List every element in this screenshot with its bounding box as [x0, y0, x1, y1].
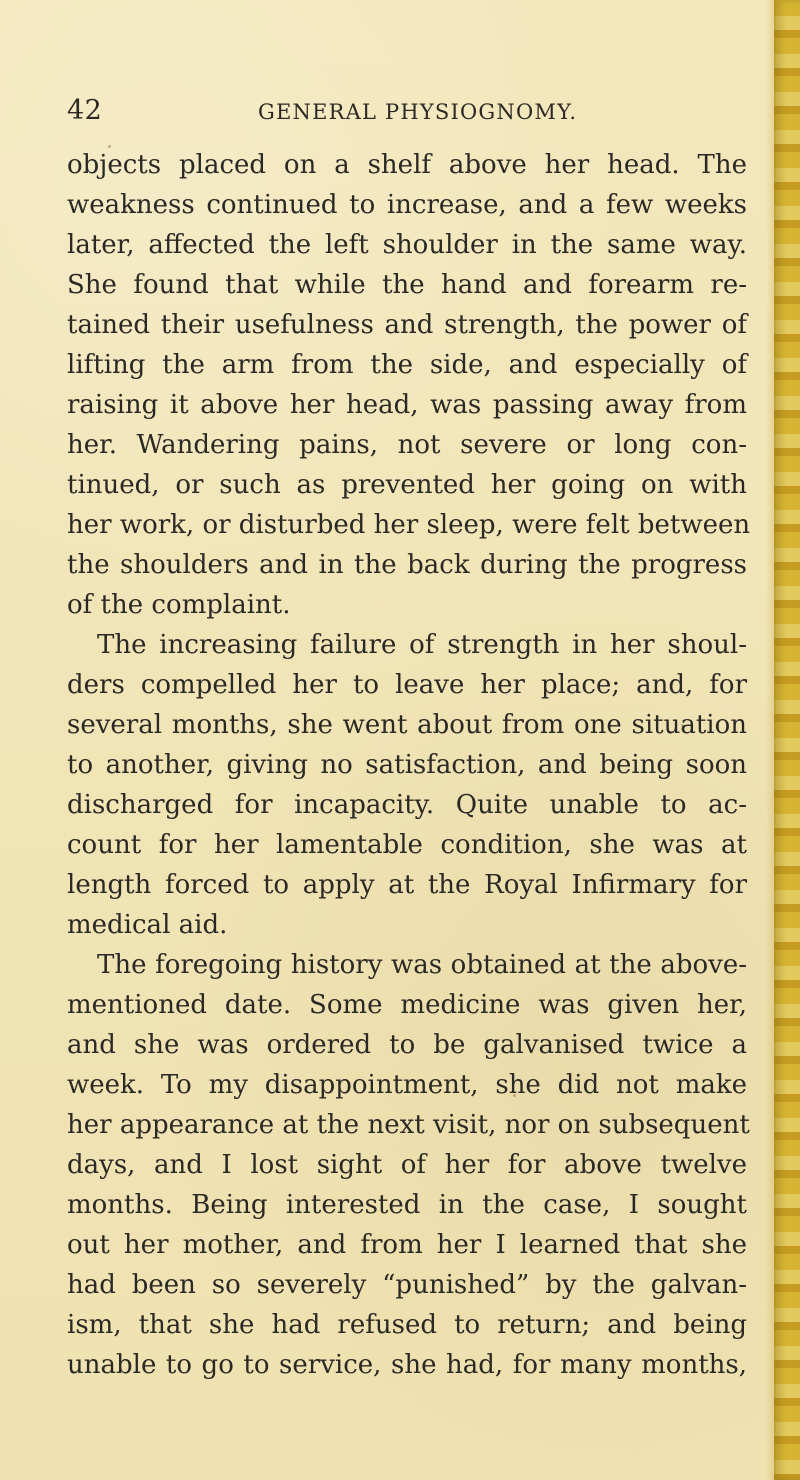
- text-line: later, affected the left shoulder in the same way.: [67, 230, 747, 260]
- text-line: lifting the arm from the side, and especially of: [67, 350, 747, 380]
- text-line: her work, or disturbed her sleep, were felt between: [67, 510, 751, 540]
- text-line: tinued, or such as prevented her going on with: [67, 470, 747, 500]
- text-line: of the complaint.: [67, 590, 291, 620]
- text-line: objects placed on a shelf above her head. The: [67, 150, 747, 180]
- text-line: days, and I lost sight of her for above twelve: [67, 1150, 747, 1180]
- text-line: weakness continued to increase, and a few weeks: [67, 190, 747, 220]
- text-line: several months, she went about from one situation: [67, 710, 747, 740]
- text-line: discharged for incapacity. Quite unable to ac-: [67, 790, 747, 820]
- text-line: out her mother, and from her I learned that she: [67, 1230, 747, 1260]
- page-header: [67, 95, 747, 135]
- text-line: medical aid.: [67, 910, 228, 940]
- text-line: ism, that she had refused to return; and being: [67, 1310, 747, 1340]
- text-line: had been so severely “punished” by the galvan-: [67, 1270, 747, 1300]
- text-line: She found that while the hand and forearm re-: [67, 270, 747, 300]
- text-line: count for her lamentable condition, she was at: [67, 830, 747, 860]
- running-head: GENERAL PHYSIOGNOMY.: [258, 100, 578, 124]
- text-line: ders compelled her to leave her place; and, for: [67, 670, 747, 700]
- page-edge: [774, 0, 800, 1480]
- text-line: week. To my disappointment, she did not make: [67, 1070, 747, 1100]
- text-line: to another, giving no satisfaction, and being soon: [67, 750, 747, 780]
- body-text: [67, 145, 751, 1405]
- text-line: her. Wandering pains, not severe or long con-: [67, 430, 747, 460]
- paragraph-first-line: The foregoing history was obtained at the above-: [97, 950, 747, 980]
- text-line: the shoulders and in the back during the progress: [67, 550, 747, 580]
- page-number: 42: [67, 95, 103, 126]
- text-line: and she was ordered to be galvanised twice a: [67, 1030, 747, 1060]
- paragraph-first-line: The increasing failure of strength in her shoul-: [97, 630, 747, 660]
- text-line: months. Being interested in the case, I sought: [67, 1190, 747, 1220]
- text-line: raising it above her head, was passing away from: [67, 390, 747, 420]
- text-line: length forced to apply at the Royal Infirmary for: [67, 870, 747, 900]
- text-line: unable to go to service, she had, for many months,: [67, 1350, 747, 1380]
- text-line: mentioned date. Some medicine was given her,: [67, 990, 747, 1020]
- text-line: her appearance at the next visit, nor on subsequent: [67, 1110, 750, 1140]
- text-line: tained their usefulness and strength, the power of: [67, 310, 747, 340]
